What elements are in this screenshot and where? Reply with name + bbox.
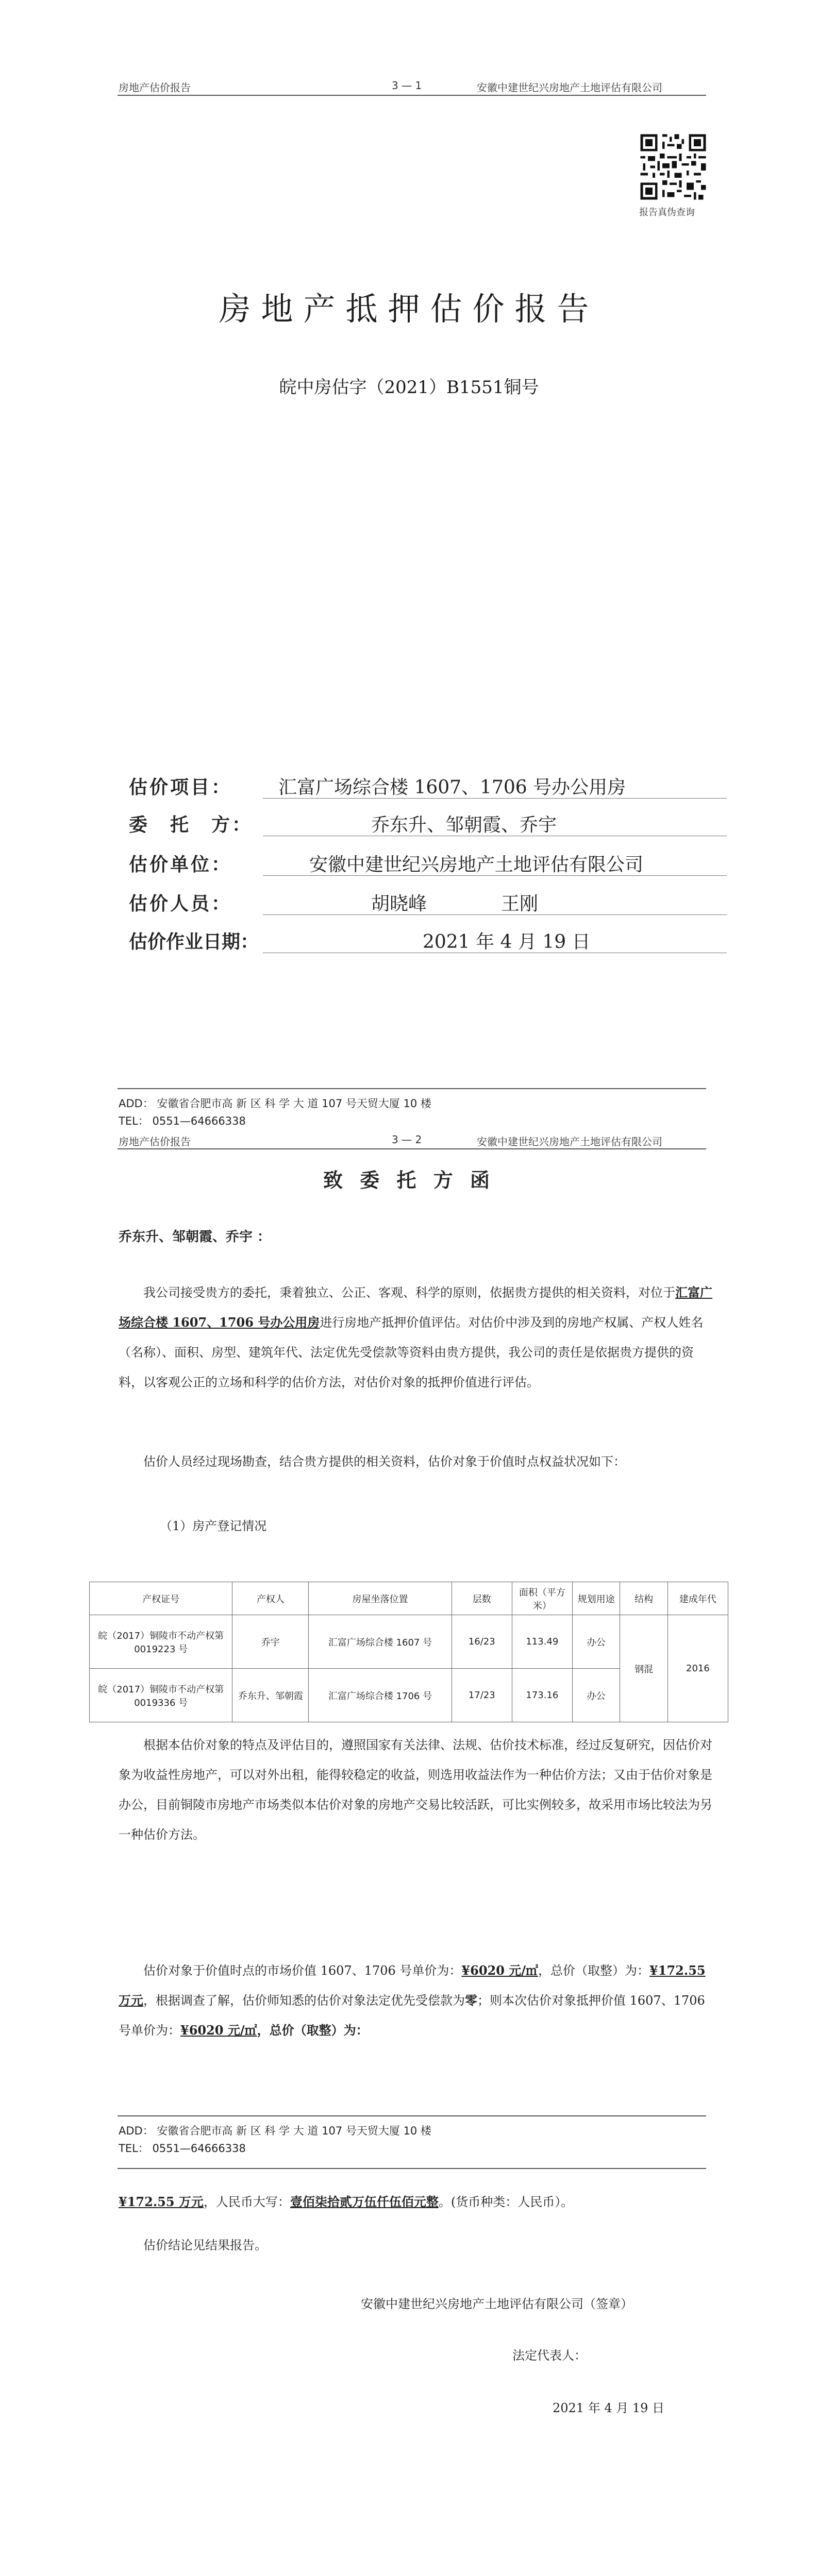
floors-cell: 17/23	[452, 1669, 512, 1722]
cert-number-cell: 皖（2017）铜陵市不动产权第0019223 号	[90, 1615, 232, 1669]
use-cell: 办公	[572, 1615, 620, 1669]
mortgage-unit-price: ¥6020 元/㎡	[180, 2023, 257, 2038]
qr-caption: 报告真伪查询	[639, 207, 695, 218]
legal-representative: 法定代表人：	[512, 2348, 587, 2363]
page2-header-rule	[118, 1148, 706, 1149]
report-title: 房地产抵押估价报告	[219, 290, 599, 328]
field-value: 汇富广场综合楼 1607、1706 号办公用房	[278, 777, 626, 798]
letter-title: 致 委 托 方 函	[323, 1168, 495, 1192]
paragraph-valuation-cont	[119, 2192, 573, 2210]
page3-header-rule	[118, 2168, 706, 2169]
registration-table	[89, 1582, 728, 1722]
page2-footer-address: ADD： 安徽省合肥市高 新 区 科 学 大 道 107 号天贸大厦 10 楼	[119, 2125, 431, 2137]
letter-date: 2021 年 4 月 19 日	[553, 2401, 665, 2415]
field-underline	[263, 875, 727, 876]
column-header: 建成年代	[667, 1582, 728, 1615]
text-run: ，总价（取整）为：	[257, 2023, 369, 2038]
use-cell: 办公	[572, 1669, 620, 1722]
page1-footer-tel: TEL： 0551—64666338	[119, 1115, 246, 1127]
field-label: 委 托 方：	[129, 814, 253, 836]
floors-cell: 16/23	[452, 1615, 512, 1669]
location-cell: 汇富广场综合楼 1706 号	[309, 1669, 452, 1722]
owner-cell: 乔东升、邹朝霞	[232, 1669, 309, 1722]
field-underline	[263, 914, 727, 915]
letter-salutation: 乔东升、邹朝霞、乔宇 ：	[119, 1229, 271, 1245]
text-run: ，根据调查了解，估价师知悉的估价对象法定优先受偿款为	[143, 1993, 465, 2008]
text-run: ，总价（取整）为：	[538, 1963, 650, 1978]
paragraph-commission	[119, 1278, 716, 1397]
unit-price: ¥6020 元/㎡	[461, 1963, 539, 1978]
field-label: 估价单位：	[129, 854, 232, 875]
subheading-registration: （1）房产登记情况	[160, 1519, 267, 1533]
column-header: 结构	[620, 1582, 667, 1615]
page1-footer-address: ADD： 安徽省合肥市高 新 区 科 学 大 道 107 号天贸大厦 10 楼	[119, 1097, 431, 1110]
structure-cell: 钢混	[620, 1615, 667, 1722]
column-header: 产权证号	[90, 1582, 232, 1615]
text-run: ；则本次估价对象抵押价值 1607、1706 号单价为：	[119, 1993, 705, 2038]
mortgage-total-price: ¥172.55 万元	[119, 2194, 204, 2209]
page1-header-center: 3 — 1	[392, 79, 422, 92]
page1-header-rule	[118, 95, 706, 96]
area-cell: 173.16	[512, 1669, 572, 1722]
column-header: 房屋坐落位置	[309, 1582, 452, 1615]
field-value: 乔东升、邹朝霞、乔宇	[371, 815, 557, 836]
page2-footer-tel: TEL： 0551—64666338	[119, 2142, 246, 2155]
column-header: 面积（平方米）	[512, 1582, 572, 1615]
table-header-row	[90, 1582, 728, 1615]
paragraph-methodology: 根据本估价对象的特点及评估目的，遵照国家有关法律、法规、估价技术标准，经过反复研究，因估价对象为收益性房地产，可以对外出租，能得较稳定的收益，则选用收益法作为一种估价方法；又由于估价对象是办公，目前铜陵市房地产市场类似本估价对象的房地产交易比较活跃，可比实例较多，故采用市场比较法为另一种估价方法。	[119, 1738, 712, 1842]
page1-header-left: 房地产估价报告	[119, 81, 191, 94]
field-value: 胡晓峰 王刚	[371, 893, 539, 914]
cert-number-cell: 皖（2017）铜陵市不动产权第0019336 号	[90, 1669, 232, 1722]
page1-header-right: 安徽中建世纪兴房地产土地评估有限公司	[477, 81, 662, 94]
area-cell: 113.49	[512, 1615, 572, 1669]
text-run: 我公司接受贵方的委托，秉着独立、公正、客观、科学的原则，依据贵方提供的相关资料，对位于	[143, 1285, 675, 1300]
field-value: 2021 年 4 月 19 日	[423, 931, 591, 953]
field-label: 估价人员：	[129, 893, 232, 914]
year-cell: 2016	[667, 1615, 728, 1722]
column-header: 层数	[452, 1582, 512, 1615]
owner-cell: 乔宇	[232, 1615, 309, 1669]
qr-code-graphic	[638, 132, 708, 202]
total-price: ¥172.55 万元	[119, 1963, 706, 2008]
priority-claims: 零	[465, 1993, 477, 2008]
page1-footer-rule	[118, 1088, 706, 1089]
location-cell: 汇富广场综合楼 1607 号	[309, 1615, 452, 1669]
table-row	[90, 1615, 728, 1669]
field-underline	[263, 798, 727, 799]
page2-header-center: 3 — 2	[392, 1133, 422, 1146]
text-run: ，人民币大写：	[203, 2195, 290, 2209]
page2-header-left: 房地产估价报告	[119, 1136, 191, 1148]
column-header: 规划用途	[572, 1582, 620, 1615]
field-label: 估价项目：	[129, 776, 232, 798]
text-run: 。(货币种类：人民币）。	[438, 2195, 574, 2209]
qr-code	[638, 132, 708, 202]
paragraph-survey: 估价人员经过现场勘查，结合贵方提供的相关资料，估价对象于价值时点权益状况如下：	[143, 1454, 626, 1469]
field-label: 估价作业日期：	[129, 931, 259, 953]
company-signature: 安徽中建世纪兴房地产土地评估有限公司（签章）	[361, 2297, 633, 2311]
property-name: 汇富广场综合楼 1607、1706 号办公用房	[119, 1285, 712, 1330]
paragraph-conclusion-ref: 估价结论见结果报告。	[143, 2238, 267, 2252]
page2-footer-rule	[118, 2115, 706, 2116]
paragraph-valuation	[119, 1956, 716, 2045]
field-value: 安徽中建世纪兴房地产土地评估有限公司	[309, 854, 644, 875]
text-run: 估价对象于价值时点的市场价值 1607、1706 号单价为：	[143, 1963, 462, 1978]
text-run: 进行房地产抵押价值评估。对估价中涉及到的房地产权属、产权人姓名（名称）、面积、房型、建筑年代、法定优先受偿款等资料由贵方提供，我公司的责任是依据贵方提供的资料，以客观公正的立场和科学的估价方法，对估价对象的抵押价值进行评估。	[119, 1315, 704, 1389]
amount-in-words: 壹佰柒拾贰万伍仟伍佰元整	[290, 2194, 439, 2209]
report-number: 皖中房估字（2021）B1551铜号	[279, 377, 539, 398]
page2-header-right: 安徽中建世纪兴房地产土地评估有限公司	[477, 1136, 662, 1148]
column-header: 产权人	[232, 1582, 309, 1615]
